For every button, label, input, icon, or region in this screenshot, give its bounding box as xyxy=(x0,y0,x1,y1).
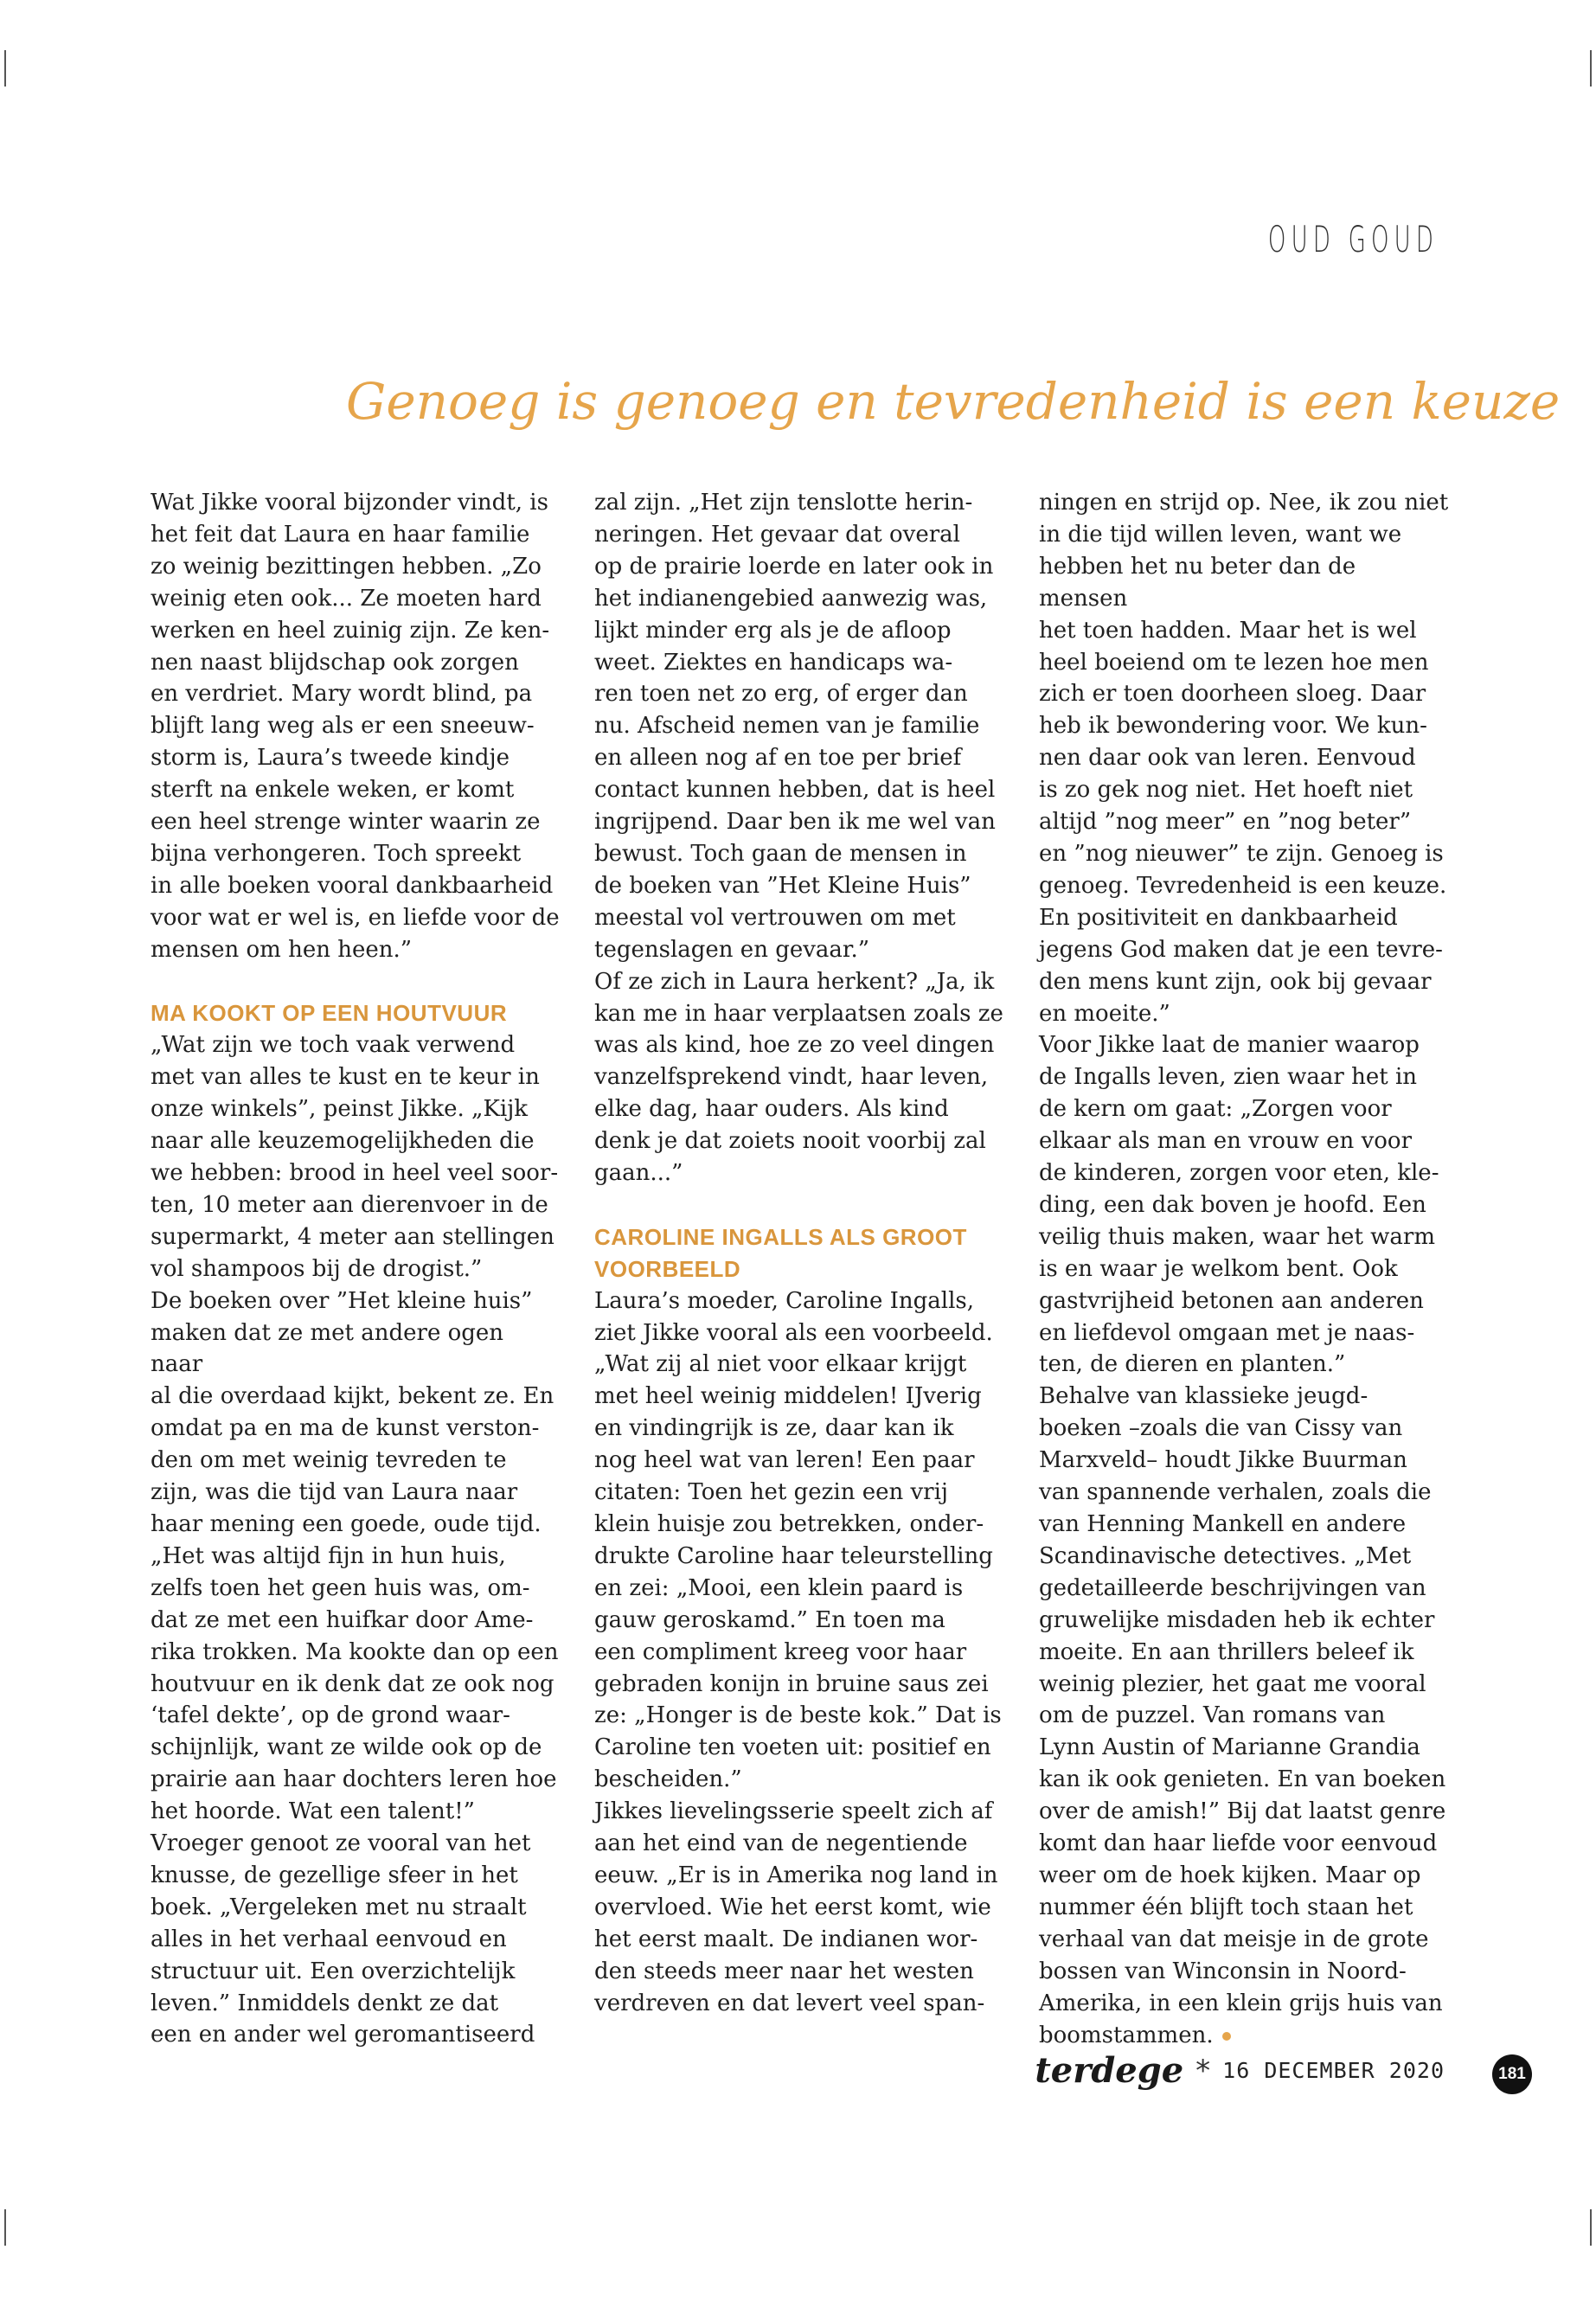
crop-mark-top-left xyxy=(4,50,6,87)
issue-date: 16 DECEMBER 2020 xyxy=(1222,2058,1445,2083)
column-3-text: ningen en strijd op. Nee, ik zou niet in die tijd willen leven, want we hebben het nu beter dan de mensen het toen hadden. Maar het is wel heel boeiend om te lezen hoe men zich er toen doorheen sloeg. Daar heb ik bewondering voor. We kun- nen daar ook van leren. Eenvoud is zo gek nog niet. Het hoeft niet altijd ”nog meer” en ”nog beter” en ”nog nieuwer” te zijn. Genoeg is genoeg. Tevredenheid is een keuze. En positiviteit en dankbaarheid jegens God maken dat je een tevre- den mens kunt zijn, ook bij gevaar en moeite.” Voor Jikke laat de manier waarop de Ingalls leven, zien waar het in de kern om gaat: „Zorgen voor elkaar als man en vrouw en voor de kinderen, zorgen voor eten, kle- ding, een dak boven je hoofd. Een veilig thuis maken, waar het warm is en waar je welkom bent. Ook gastvrijheid betonen aan anderen en liefdevol omgaan met je naas- ten, de dieren en planten.” Behalve van klassieke jeugd- boeken –zoals die van Cissy van Marxveld– houdt Jikke Buurman van spannende verhalen, zoals die van Henning Mankell en andere Scandinavische detectives. „Met gedetailleerde beschrijvingen van gruwelijke misdaden heb ik echter moeite. En aan thrillers beleef ik weinig plezier, het gaat me vooral om de puzzel. Van romans van Lynn Austin of Marianne Grandia kan ik ook genieten. En van boeken over de amish!” Bij dat laatst genre komt dan haar liefde voor eenvoud weer om de hoek kijken. Maar op nummer één blijft toch staan het verhaal van dat meisje in de grote bossen van Winconsin in Noord- Amerika, in een klein grijs huis van boomstammen. xyxy=(1039,490,1449,2048)
paragraph-gap xyxy=(594,1189,1005,1221)
article-column-2 xyxy=(594,487,1005,2019)
crop-mark-bottom-left xyxy=(4,2209,6,2246)
footer xyxy=(1035,2050,1445,2091)
section-label: OUD GOUD xyxy=(1267,218,1439,260)
magazine-brand: terdege xyxy=(1035,2050,1184,2091)
column-2-paragraph-1: zal zijn. „Het zijn tenslotte herin- neringen. Het gevaar dat overal op de prairie loerde en later ook in het indianengebied aanwezig was, lijkt minder erg als je de afloop weet. Ziektes en handicaps wa- ren toen net zo erg, of erger dan nu. Afscheid nemen van je familie en alleen nog af en toe per brief contact kunnen hebben, dat is heel ingrijpend. Daar ben ik me wel van bewust. Toch gaan de mensen in de boeken van ”Het Kleine Huis” meestal vol vertrouwen om met tegenslagen en gevaar.” Of ze zich in Laura herkent? „Ja, ik kan me in haar verplaatsen zoals ze was als kind, hoe ze zo veel dingen vanzelfsprekend vindt, haar leven, elke dag, haar ouders. Als kind denk je dat zoiets nooit voorbij zal gaan...” xyxy=(594,490,1003,1187)
subheading-houtvuur: MA KOOKT OP EEN HOUTVUUR xyxy=(151,1000,508,1027)
crop-mark-top-right xyxy=(1590,50,1592,87)
article-column-1 xyxy=(151,487,561,2051)
subheading-caroline: CAROLINE INGALLS ALS GROOT VOORBEELD xyxy=(594,1223,967,1282)
column-2-paragraph-2: Laura’s moeder, Caroline Ingalls, ziet Jikke vooral als een voorbeeld. „Wat zij al niet voor elkaar krijgt met heel weinig middelen! IJverig en vindingrijk is ze, daar kan ik nog heel wat van leren! Een paar citaten: Toen het gezin een vrij klein huisje zou betrekken, onder- drukte Caroline haar teleurstelling en zei: „Mooi, een klein paard is gauw geroskamd.” En toen ma een compliment kreeg voor haar gebraden konijn in bruine saus zei ze: „Honger is de beste kok.” Dat is Caroline ten voeten uit: positief en bescheiden.” Jikkes lievelingsserie speelt zich af aan het eind van de negentiende eeuw. „Er is in Amerika nog land in overvloed. Wie het eerst komt, wie het eerst maalt. De indianen wor- den steeds meer naar het westen verdreven en dat levert veel span- xyxy=(594,1287,1002,2016)
crop-mark-bottom-right xyxy=(1590,2209,1592,2246)
column-1-paragraph-2: „Wat zijn we toch vaak verwend met van alles te kust en te keur in onze winkels”, peinst Jikke. „Kijk naar alle keuzemogelijkheden die we hebben: brood in heel veel soor- ten, 10 meter aan dierenvoer in de supermarkt, 4 meter aan stellingen vol shampoos bij de drogist.” De boeken over ”Het kleine huis” maken dat ze met andere ogen naar al die overdaad kijkt, bekent ze. En omdat pa en ma de kunst verston- den om met weinig tevreden te zijn, was die tijd van Laura naar haar mening een goede, oude tijd. „Het was altijd fijn in hun huis, zelfs toen het geen huis was, om- dat ze met een huifkar door Ame- rika trokken. Ma kookte dan op een houtvuur en ik denk dat ze ook nog ‘tafel dekte’, op de grond waar- schijnlijk, want ze wilde ook op de prairie aan haar dochters leren hoe het hoorde. Wat een talent!” Vroeger genoot ze vooral van het knusse, de gezellige sfeer in het boek. „Vergeleken met nu straalt alles in het verhaal eenvoud en structuur uit. Een overzichtelijk leven.” Inmiddels denkt ze dat een en ander wel geromantiseerd xyxy=(151,1032,559,2048)
headline: Genoeg is genoeg en tevredenheid is een keuze xyxy=(346,372,1561,431)
column-3-paragraph-1 xyxy=(1039,487,1450,2051)
separator-star-icon: * xyxy=(1195,2053,1211,2088)
end-mark-dot xyxy=(1222,2032,1231,2041)
paragraph-gap xyxy=(151,966,561,998)
article-column-3 xyxy=(1039,487,1450,2051)
column-1-paragraph-1: Wat Jikke vooral bijzonder vindt, is het feit dat Laura en haar familie zo weinig bezittingen hebben. „Zo weinig eten ook... Ze moeten hard werken en heel zuinig zijn. Ze ken- nen naast blijdschap ook zorgen en verdriet. Mary wordt blind, pa blijft lang weg als er een sneeuw- storm is, Laura’s tweede kindje sterft na enkele weken, er komt een heel strenge winter waarin ze bijna verhongeren. Toch spreekt in alle boeken vooral dankbaarheid voor wat er wel is, en liefde voor de mensen om hen heen.” xyxy=(151,490,560,963)
page-number-badge: 181 xyxy=(1492,2054,1532,2094)
